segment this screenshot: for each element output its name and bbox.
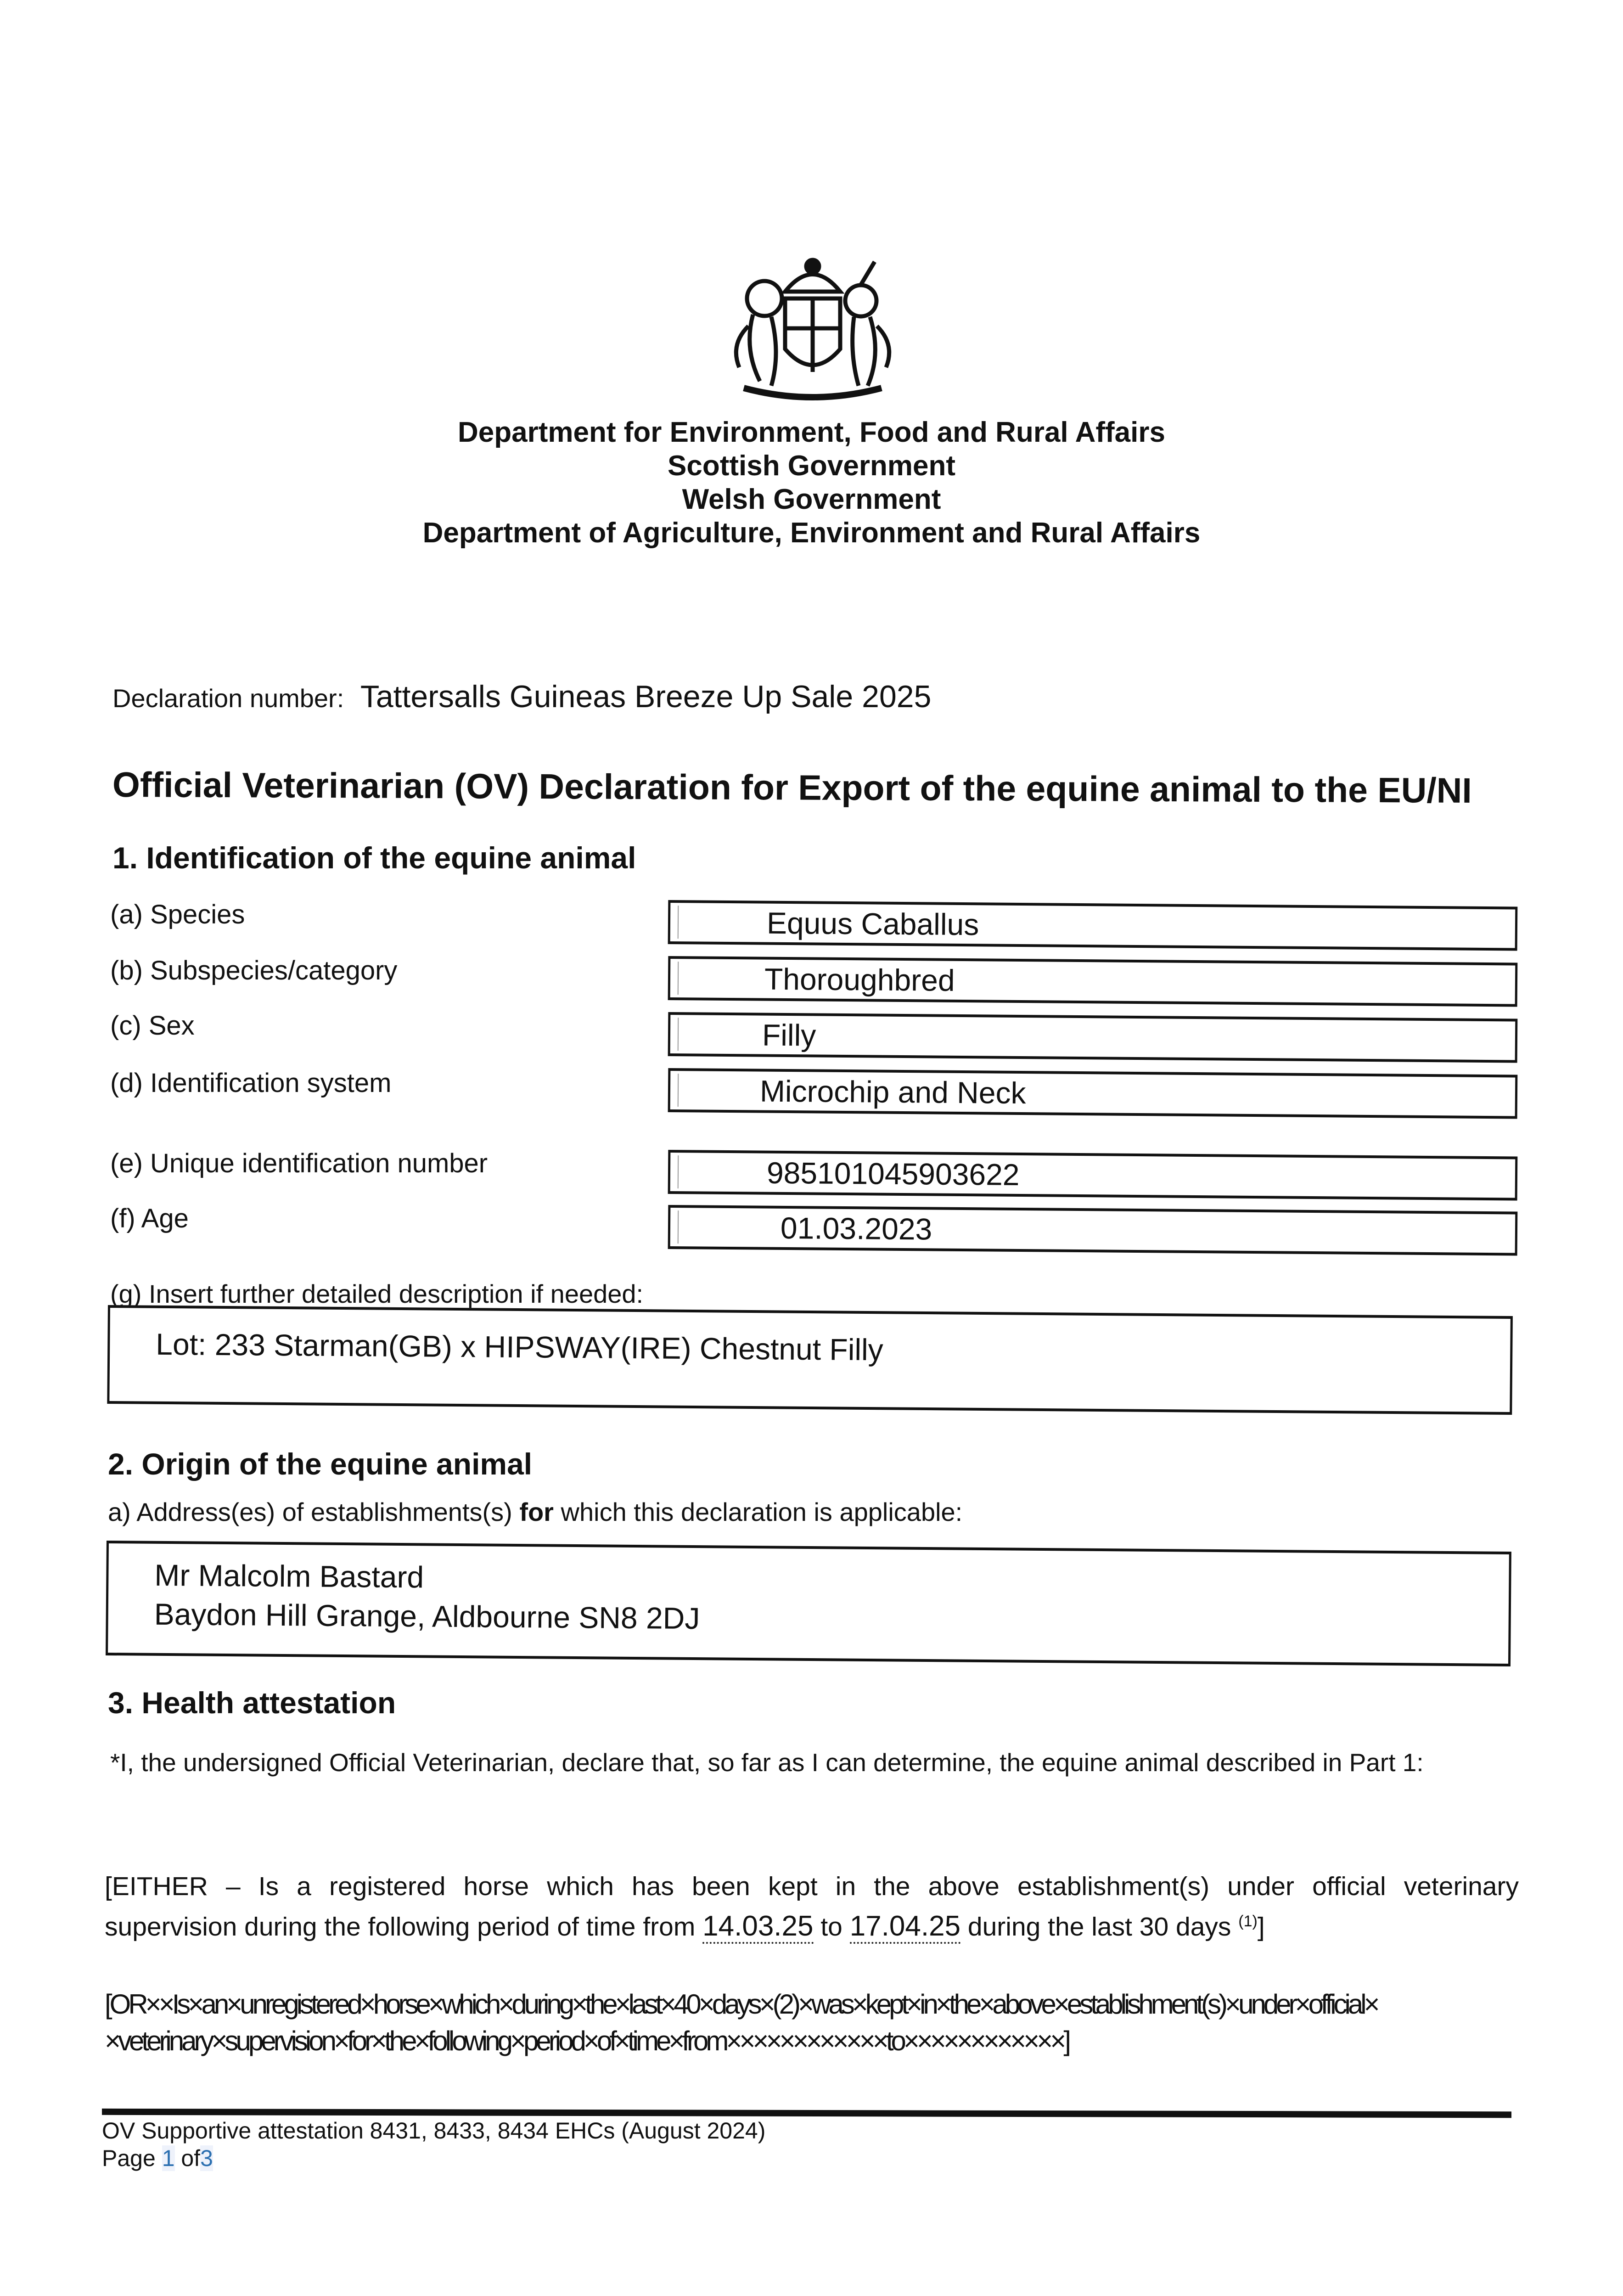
age-label: (f) Age xyxy=(110,1204,189,1233)
royal-coat-of-arms-icon xyxy=(716,248,909,409)
identification-system-label: (d) Identification system xyxy=(110,1068,392,1098)
health-attestation-intro: *I, the undersigned Official Veterinarian, declare that, so far as I can determine, the equine animal described in Part 1: xyxy=(110,1748,1424,1777)
age-field[interactable] xyxy=(668,1205,1518,1256)
section-2-heading: 2. Origin of the equine animal xyxy=(108,1447,533,1481)
field-divider xyxy=(678,906,679,939)
field-divider xyxy=(678,1155,679,1188)
unique-id-field[interactable] xyxy=(668,1150,1518,1201)
subspecies-field[interactable] xyxy=(668,956,1518,1007)
either-clause-to: to xyxy=(813,1912,850,1941)
field-divider xyxy=(678,1074,679,1107)
subspecies-value: Thoroughbred xyxy=(764,962,955,997)
field-divider xyxy=(678,1210,679,1244)
sex-label: (c) Sex xyxy=(110,1011,195,1041)
either-clause-tail: during the last 30 days xyxy=(960,1912,1239,1941)
section-3-heading: 3. Health attestation xyxy=(108,1686,396,1720)
unique-id-label: (e) Unique identification number xyxy=(110,1148,488,1178)
identification-system-field[interactable] xyxy=(668,1068,1518,1119)
issuing-agencies xyxy=(0,416,1623,550)
agency-scottish-government: Scottish Government xyxy=(668,450,955,482)
age-value: 01.03.2023 xyxy=(780,1210,932,1246)
species-value: Equus Caballus xyxy=(766,906,979,942)
page-total: 3 xyxy=(200,2145,213,2171)
page-of: of xyxy=(181,2145,201,2171)
address-line-1: Mr Malcolm Bastard xyxy=(154,1558,424,1594)
species-label: (a) Species xyxy=(110,900,245,929)
field-divider xyxy=(678,962,679,995)
agency-defra: Department for Environment, Food and Rural Affairs xyxy=(458,416,1165,448)
sex-value: Filly xyxy=(762,1018,816,1052)
or-clause-struck-line-1: [OR××Is×an×unregistered×horse×which×during×the×last×40×days×(2)×was×kept×in×the×above×establishment(s)×under×official× xyxy=(105,1989,1377,2020)
footer-reference: OV Supportive attestation 8431, 8433, 8434 EHCs (August 2024) xyxy=(102,2118,766,2144)
sex-field[interactable] xyxy=(668,1012,1518,1063)
section-1-heading: 1. Identification of the equine animal xyxy=(112,841,636,875)
page-current: 1 xyxy=(162,2145,175,2171)
description-label: (g) Insert further detailed description if needed: xyxy=(110,1279,644,1308)
either-clause-line-1: [EITHER – Is a registered horse which has been kept in the above establishment(s) under official veterinary xyxy=(105,1872,1519,1901)
page-label: Page xyxy=(102,2145,156,2171)
field-divider xyxy=(678,1018,679,1051)
declaration-number-value: Tattersalls Guineas Breeze Up Sale 2025 xyxy=(360,679,932,714)
address-label-text: a) Address(es) of establishments(s) xyxy=(108,1497,520,1526)
from-date-field[interactable]: 14.03.25 xyxy=(702,1910,813,1944)
species-field[interactable] xyxy=(668,900,1518,951)
address-line-2: Baydon Hill Grange, Aldbourne SN8 2DJ xyxy=(154,1597,700,1636)
subspecies-label: (b) Subspecies/category xyxy=(110,956,398,985)
agency-welsh-government: Welsh Government xyxy=(682,484,941,515)
either-clause-line-2 xyxy=(105,1904,1519,1944)
page-indicator xyxy=(102,2144,765,2172)
to-date-field[interactable]: 17.04.25 xyxy=(850,1910,960,1944)
address-label-emphasis: for xyxy=(519,1497,554,1526)
footnote-ref: (1) xyxy=(1238,1913,1258,1930)
either-clause-text: supervision during the following period of time from xyxy=(105,1912,703,1941)
unique-id-value: 985101045903622 xyxy=(766,1155,1020,1192)
or-clause-struck-line-2: ×veterinary×supervision×for×the×following×period×of×time×from××××××××××××to××××××××××××] xyxy=(105,2026,1068,2056)
page-title: Official Veterinarian (OV) Declaration for Export of the equine animal to the EU/NI xyxy=(112,765,1472,810)
either-clause-close: ] xyxy=(1257,1912,1265,1941)
identification-system-value: Microchip and Neck xyxy=(759,1074,1026,1110)
description-value: Lot: 233 Starman(GB) x HIPSWAY(IRE) Chestnut Filly xyxy=(156,1327,884,1367)
address-label xyxy=(108,1497,962,1527)
address-field[interactable] xyxy=(106,1541,1511,1666)
footer xyxy=(102,2117,765,2172)
declaration-number xyxy=(112,679,931,715)
address-label-text-end: which this declaration is applicable: xyxy=(553,1497,963,1526)
description-field[interactable] xyxy=(107,1305,1513,1415)
declaration-number-label: Declaration number: xyxy=(112,684,344,713)
agency-daera: Department of Agriculture, Environment and Rural Affairs xyxy=(422,517,1201,549)
